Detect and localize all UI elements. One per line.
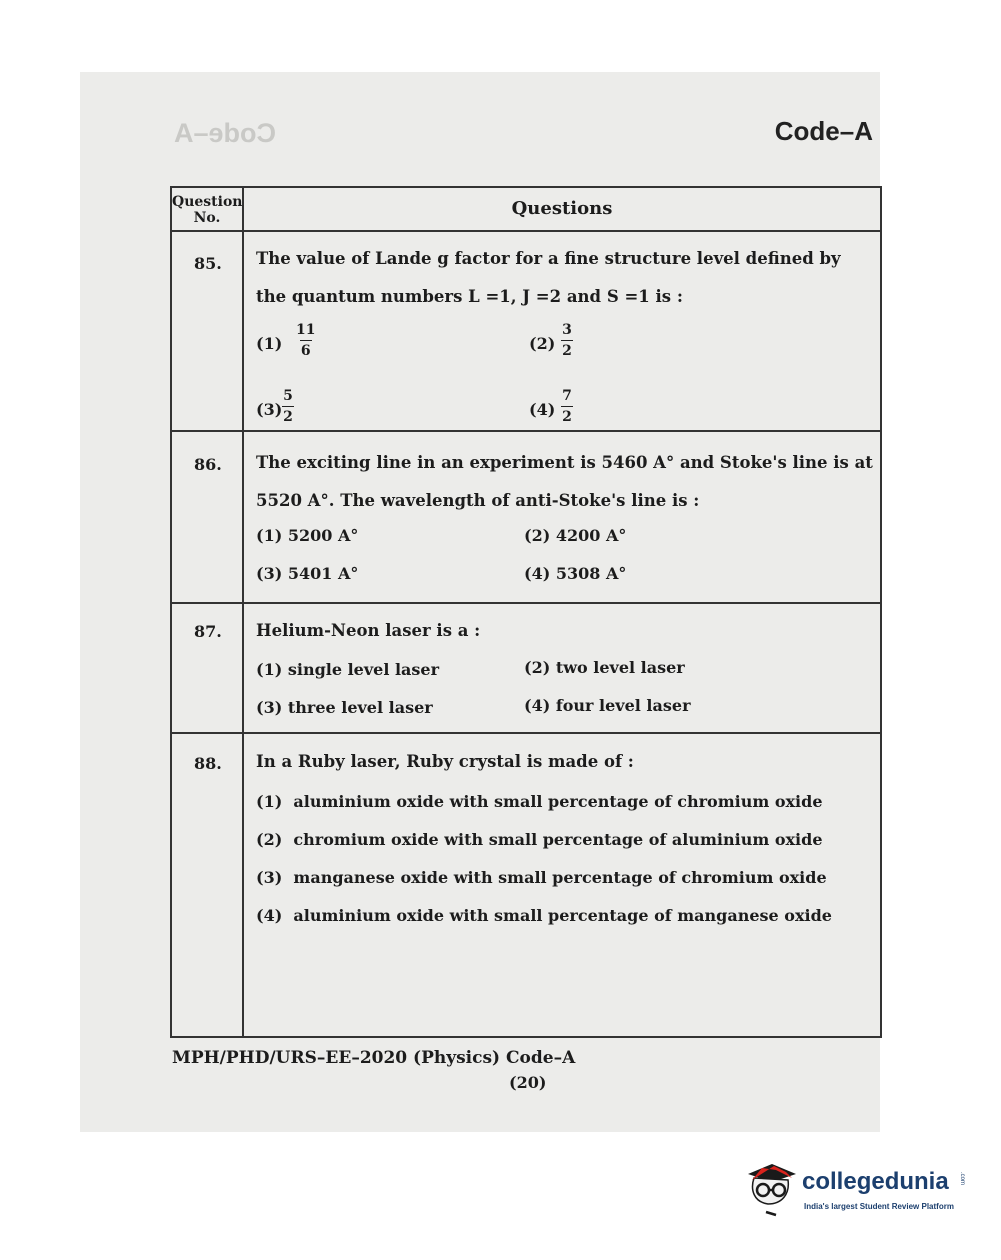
option-text: (1) aluminium oxide with small percentage of chromium oxide: [256, 792, 823, 811]
question-text: The exciting line in an experiment is 5460 A° and Stoke's line is at 5520 A°. The wavelength of anti-Stoke's line is :: [256, 453, 873, 510]
option-label: (2): [529, 334, 556, 353]
fraction-bar: [300, 340, 312, 341]
option-fraction: [296, 322, 315, 359]
option-text: (1) 5200 A°: [256, 526, 359, 545]
numerator: 3: [562, 322, 572, 338]
brand-name: collegedunia: [802, 1168, 949, 1195]
question-table: [170, 186, 882, 1038]
numerator: 7: [562, 388, 572, 404]
numerator: 5: [283, 388, 293, 404]
option-fraction: [282, 388, 294, 425]
option-fraction: [561, 388, 573, 425]
option-text: (2) 4200 A°: [524, 526, 627, 545]
question-number: 86.: [194, 455, 222, 474]
numerator: 11: [296, 322, 316, 338]
paper-code: Code–A: [774, 116, 873, 146]
option-text: (3) three level laser: [256, 698, 433, 717]
option-text: (1) single level laser: [256, 660, 440, 679]
option-label: (3): [256, 400, 283, 419]
question-text: The value of Lande g factor for a fine structure level defined by the quantum numbers L =1, J =2 and S =1 is :: [256, 249, 841, 306]
option-text: (3) manganese oxide with small percentage of chromium oxide: [256, 868, 827, 887]
question-text: In a Ruby laser, Ruby crystal is made of :: [256, 752, 634, 771]
brand-domain: .com: [959, 1172, 965, 1186]
option-text: (3) 5401 A°: [256, 564, 359, 583]
denominator: 2: [283, 409, 293, 425]
denominator: 6: [300, 343, 311, 359]
option-text: (4) aluminium oxide with small percentage of manganese oxide: [256, 906, 832, 925]
fraction-bar: [282, 406, 294, 407]
paper-footer-title: MPH/PHD/URS–EE–2020 (Physics) Code–A: [172, 1048, 576, 1068]
option-text: (2) two level laser: [524, 658, 685, 677]
option-label: (1): [256, 334, 283, 353]
collegedunia-logo[interactable]: [746, 1160, 966, 1220]
denominator: 2: [562, 409, 572, 425]
column-divider: [242, 188, 244, 1036]
option-fraction: [561, 322, 573, 359]
question-number: 87.: [194, 622, 222, 641]
header-rule: [172, 230, 880, 232]
option-text: (2) chromium oxide with small percentage of aluminium oxide: [256, 830, 823, 849]
question-number: 85.: [194, 254, 222, 273]
column-header-questions: Questions: [511, 198, 613, 219]
fraction-bar: [561, 340, 573, 341]
mirrored-code-bleedthrough: Code–A: [174, 118, 277, 148]
fraction-bar: [561, 406, 573, 407]
brand-tagline: India's largest Student Review Platform: [804, 1202, 954, 1211]
denominator: 2: [562, 343, 572, 359]
page-number: (20): [509, 1073, 547, 1092]
option-text: (4) 5308 A°: [524, 564, 627, 583]
graduate-face-icon: [746, 1160, 798, 1220]
row-rule: [172, 732, 880, 734]
option-label: (4): [529, 400, 556, 419]
row-rule: [172, 430, 880, 432]
column-header-question-no: Question No.: [172, 194, 243, 226]
row-rule: [172, 602, 880, 604]
question-number: 88.: [194, 754, 222, 773]
question-text: Helium-Neon laser is a :: [256, 621, 481, 640]
option-text: (4) four level laser: [524, 696, 691, 715]
